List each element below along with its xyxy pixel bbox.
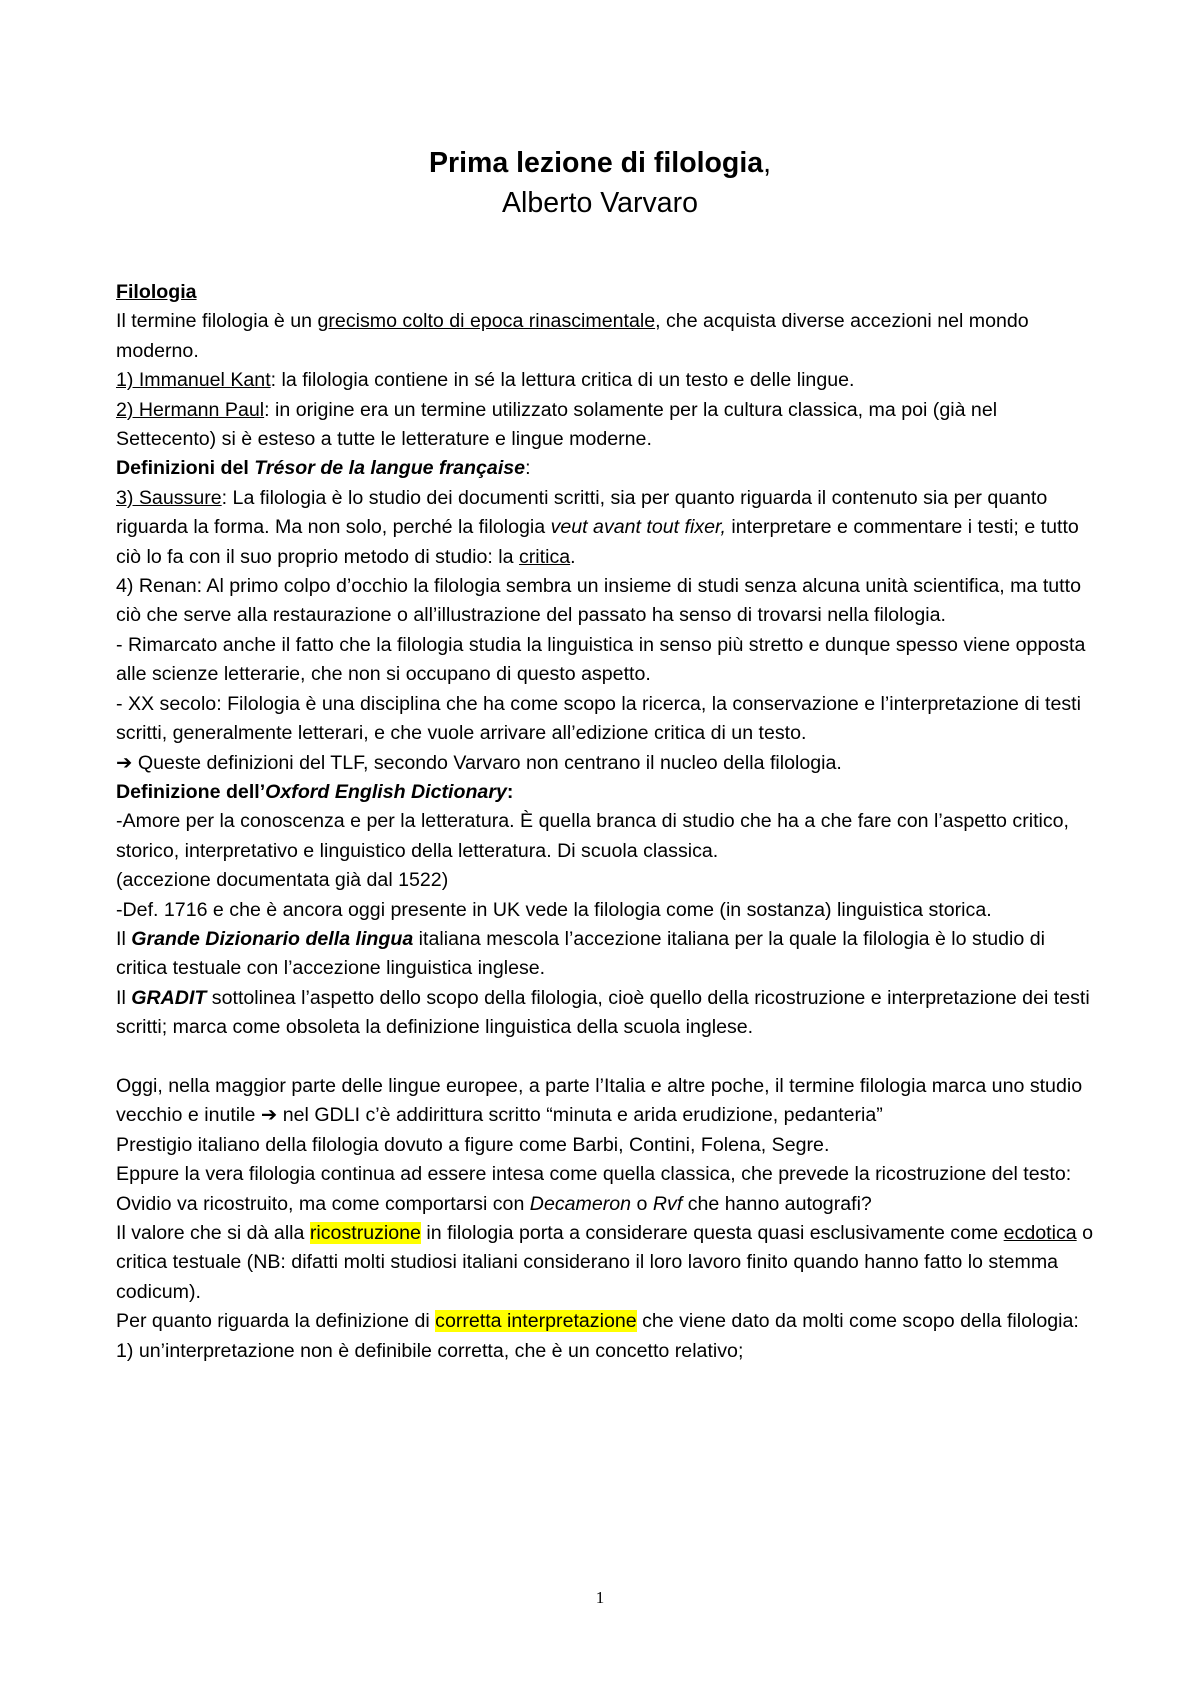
document-author: Alberto Varvaro bbox=[502, 187, 698, 219]
paragraph: 1) un’interpretazione non è definibile corretta, che è un concetto relativo; bbox=[116, 1339, 744, 1362]
title-comma: , bbox=[763, 147, 772, 179]
text-run: : bbox=[525, 457, 531, 480]
paragraph bbox=[116, 749, 1096, 778]
text-run: italiana mescola l’accezione italiana per la quale la filologia è lo studio di critica testuale con l’accezione linguistica inglese. bbox=[116, 927, 1045, 980]
text-run: : bbox=[506, 780, 514, 803]
text-run: nel GDLI c’è addirittura scritto “minuta e arida erudizione, pedanteria” bbox=[277, 1104, 883, 1127]
arrow-icon: ➔ bbox=[260, 1104, 278, 1127]
paragraph: Prestigio italiano della filologia dovuto a figure come Barbi, Contini, Folena, Segre. bbox=[116, 1133, 830, 1156]
paragraph: -Amore per la conoscenza e per la letteratura. È quella branca di studio che ha a che fare con l’aspetto critico, storico, interpretativo e linguistico della letteratura. Di scuola classica. bbox=[116, 810, 1070, 862]
italic-text: Rvf bbox=[652, 1192, 683, 1215]
text-run: che viene dato da molti come scopo della filologia: bbox=[636, 1310, 1079, 1333]
bold-italic-text: GRADIT bbox=[131, 986, 207, 1009]
underlined-text: 3) Saussure bbox=[116, 486, 222, 509]
blank-line bbox=[116, 1043, 1096, 1072]
paragraph bbox=[116, 925, 1096, 984]
document-body bbox=[116, 278, 1096, 1366]
bold-italic-text: Grande Dizionario della lingua bbox=[131, 927, 414, 950]
section-heading-oxford bbox=[116, 778, 1096, 807]
text-run: , che acquista diverse accezioni nel mondo moderno. bbox=[116, 310, 1029, 362]
text-run: Oggi, nella maggior parte delle lingue europee, a parte l’Italia e altre poche, il termine filologia marca uno studio vecchio e inutile bbox=[116, 1074, 1083, 1127]
paragraph bbox=[116, 1160, 1096, 1219]
paragraph bbox=[116, 484, 1096, 572]
paragraph bbox=[116, 1072, 1096, 1131]
highlighted-text: corretta interpretazione bbox=[435, 1310, 637, 1333]
highlighted-text: ricostruzione bbox=[309, 1221, 421, 1244]
paragraph bbox=[116, 307, 1096, 366]
italic-text: Decameron bbox=[529, 1192, 632, 1215]
section-heading-tresor bbox=[116, 454, 1096, 483]
paragraph bbox=[116, 1307, 1096, 1336]
document-title-block bbox=[0, 143, 1200, 223]
text-run: in filologia porta a considerare questa quasi esclusivamente come bbox=[420, 1221, 1004, 1244]
text-run: Definizione dell’ bbox=[116, 780, 266, 803]
paragraph: - Rimarcato anche il fatto che la filologia studia la linguistica in senso più stretto e dunque spesso viene opposta alle scienze letterarie, che non si occupano di questo aspetto. bbox=[116, 633, 1086, 686]
document-title bbox=[0, 143, 1200, 183]
text-run: Definizioni del bbox=[116, 457, 255, 480]
italic-text: Trésor de la langue française bbox=[254, 457, 526, 480]
text-run: Il bbox=[116, 986, 132, 1009]
heading-text: Filologia bbox=[116, 281, 197, 303]
underlined-text: critica bbox=[518, 545, 571, 568]
italic-text: veut avant tout fixer, bbox=[550, 516, 726, 539]
paragraph: (accezione documentata già dal 1522) bbox=[116, 869, 449, 892]
page-number: 1 bbox=[595, 1588, 605, 1607]
section-heading-filologia bbox=[116, 278, 1096, 307]
text-run: interpretare e commentare i testi; e tutto ciò lo fa con il suo proprio metodo di studio: la bbox=[116, 516, 1079, 568]
text-run: Queste definizioni del TLF, secondo Varvaro non centrano il nucleo della filologia. bbox=[132, 751, 842, 774]
text-run: che hanno autografi? bbox=[682, 1192, 872, 1215]
paragraph bbox=[116, 396, 1096, 455]
text-run: Il termine filologia è un bbox=[116, 310, 318, 333]
paragraph bbox=[116, 984, 1096, 1043]
title-main: Prima lezione di filologia bbox=[428, 147, 764, 179]
arrow-icon: ➔ bbox=[116, 751, 133, 774]
italic-text: Oxford English Dictionary bbox=[265, 780, 507, 803]
text-run: : in origine era un termine utilizzato solamente per la cultura classica, ma poi (già nel Settecento) si è esteso a tutte le letterature e lingue moderne. bbox=[116, 398, 998, 451]
text-run: : la filologia contiene in sé la lettura critica di un testo e delle lingue. bbox=[270, 369, 855, 392]
underlined-text: 1) Immanuel Kant bbox=[116, 369, 271, 392]
text-run: Il bbox=[116, 927, 132, 950]
text-run: : La filologia è lo studio dei documenti scritti, sia per quanto riguarda il contenuto sia per quanto riguarda la forma. Ma non solo, perché la filologia bbox=[116, 486, 1048, 539]
paragraph bbox=[116, 1219, 1096, 1307]
text-run: Il valore che si dà alla bbox=[116, 1221, 310, 1244]
underlined-text: grecismo colto di epoca rinascimentale bbox=[317, 310, 656, 333]
paragraph: -Def. 1716 e che è ancora oggi presente in UK vede la filologia come (in sostanza) linguistica storica. bbox=[116, 898, 992, 921]
text-run: o bbox=[631, 1192, 653, 1215]
paragraph: - XX secolo: Filologia è una disciplina che ha come scopo la ricerca, la conservazione e l’interpretazione di testi scritti, generalmente letterari, e che vuole arrivare all’edizione critica di un testo. bbox=[116, 692, 1081, 745]
text-run: . bbox=[570, 545, 576, 568]
text-run: Per quanto riguarda la definizione di bbox=[116, 1310, 436, 1333]
paragraph: 4) Renan: Al primo colpo d’occhio la filologia sembra un insieme di studi senza alcuna unità scientifica, ma tutto ciò che serve alla restaurazione o all’illustrazione del passato ha senso di trovarsi nella filologia. bbox=[116, 575, 1081, 627]
underlined-text: 2) Hermann Paul bbox=[116, 398, 265, 421]
paragraph bbox=[116, 366, 1096, 395]
text-run: Eppure la vera filologia continua ad essere intesa come quella classica, che prevede la ricostruzione del testo: Ovidio va ricostruito, ma come comportarsi con bbox=[116, 1163, 1072, 1215]
text-run: sottolinea l’aspetto dello scopo della filologia, cioè quello della ricostruzione e interpretazione dei testi scritti; marca come obsoleta la definizione linguistica della scuola inglese. bbox=[116, 986, 1090, 1039]
underlined-text: ecdotica bbox=[1003, 1221, 1077, 1244]
text-run: o critica testuale (NB: difatti molti studiosi italiani considerano il loro lavoro finito quando hanno fatto lo stemma codicum). bbox=[116, 1221, 1093, 1303]
